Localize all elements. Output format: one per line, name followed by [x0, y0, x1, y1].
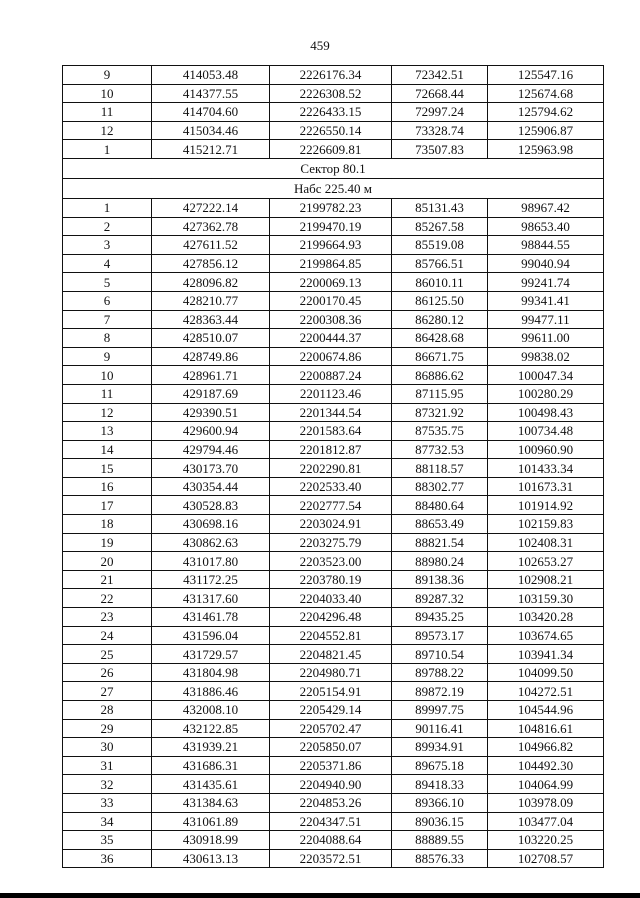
table-row: [63, 793, 604, 812]
table-cell: 87321.92: [392, 403, 488, 422]
table-cell: 15: [63, 459, 152, 478]
table-cell: 429187.69: [152, 384, 270, 403]
table-row: [63, 198, 604, 217]
table-cell: 87732.53: [392, 440, 488, 459]
table-cell: 31: [63, 756, 152, 775]
table-row: [63, 217, 604, 236]
coordinates-table: [62, 65, 604, 868]
table-cell: 89872.19: [392, 682, 488, 701]
table-cell: 16: [63, 477, 152, 496]
table-cell: 35: [63, 831, 152, 850]
table-cell: 23: [63, 608, 152, 627]
table-cell: 99040.94: [488, 254, 604, 273]
table-cell: 29: [63, 719, 152, 738]
table-cell: 14: [63, 440, 152, 459]
table-cell: 85519.08: [392, 236, 488, 255]
table-row: [63, 254, 604, 273]
table-row: [63, 533, 604, 552]
table-cell: 28: [63, 701, 152, 720]
table-row: [63, 552, 604, 571]
table-cell: 432122.85: [152, 719, 270, 738]
table-cell: 100960.90: [488, 440, 604, 459]
table-cell: 430918.99: [152, 831, 270, 850]
table-cell: 25: [63, 645, 152, 664]
table-cell: 431804.98: [152, 663, 270, 682]
table-cell: 98844.55: [488, 236, 604, 255]
table-row: [63, 515, 604, 534]
table-cell: 7: [63, 310, 152, 329]
table-cell: 100047.34: [488, 366, 604, 385]
table-cell: 2204821.45: [270, 645, 392, 664]
table-row: [63, 84, 604, 103]
table-cell: 104816.61: [488, 719, 604, 738]
section-header-label: Набс 225.40 м: [63, 178, 604, 198]
table-cell: 27: [63, 682, 152, 701]
table-cell: 428510.07: [152, 329, 270, 348]
table-cell: 73507.83: [392, 140, 488, 159]
table-cell: 2226433.15: [270, 103, 392, 122]
table-cell: 428096.82: [152, 273, 270, 292]
table-cell: 431384.63: [152, 793, 270, 812]
table-cell: 86010.11: [392, 273, 488, 292]
table-cell: 430698.16: [152, 515, 270, 534]
table-cell: 5: [63, 273, 152, 292]
table-cell: 125794.62: [488, 103, 604, 122]
table-cell: 2200887.24: [270, 366, 392, 385]
table-row: [63, 422, 604, 441]
table-cell: 85131.43: [392, 198, 488, 217]
table-cell: 431939.21: [152, 738, 270, 757]
coordinates-table-body: [63, 66, 604, 868]
table-cell: 100498.43: [488, 403, 604, 422]
table-cell: 428749.86: [152, 347, 270, 366]
table-cell: 32: [63, 775, 152, 794]
table-cell: 26: [63, 663, 152, 682]
table-cell: 89435.25: [392, 608, 488, 627]
table-row: [63, 273, 604, 292]
table-cell: 2205850.07: [270, 738, 392, 757]
table-cell: 12: [63, 403, 152, 422]
table-cell: 415034.46: [152, 121, 270, 140]
table-cell: 427222.14: [152, 198, 270, 217]
table-cell: 428961.71: [152, 366, 270, 385]
table-row: [63, 140, 604, 159]
table-cell: 88821.54: [392, 533, 488, 552]
table-cell: 1: [63, 198, 152, 217]
table-row: [63, 719, 604, 738]
table-cell: 34: [63, 812, 152, 831]
table-cell: 98653.40: [488, 217, 604, 236]
table-cell: 2203572.51: [270, 849, 392, 868]
table-cell: 4: [63, 254, 152, 273]
table-cell: 22: [63, 589, 152, 608]
table-row: [63, 366, 604, 385]
table-cell: 86280.12: [392, 310, 488, 329]
table-cell: 2201344.54: [270, 403, 392, 422]
table-cell: 11: [63, 384, 152, 403]
table-cell: 2199470.19: [270, 217, 392, 236]
table-cell: 2199864.85: [270, 254, 392, 273]
table-cell: 103941.34: [488, 645, 604, 664]
table-cell: 85267.58: [392, 217, 488, 236]
table-cell: 431061.89: [152, 812, 270, 831]
table-cell: 428210.77: [152, 291, 270, 310]
table-cell: 2205429.14: [270, 701, 392, 720]
table-cell: 102708.57: [488, 849, 604, 868]
table-row: [63, 701, 604, 720]
table-cell: 86428.68: [392, 329, 488, 348]
table-cell: 89788.22: [392, 663, 488, 682]
table-cell: 2205154.91: [270, 682, 392, 701]
table-cell: 427611.52: [152, 236, 270, 255]
table-cell: 430354.44: [152, 477, 270, 496]
table-row: [63, 403, 604, 422]
table-cell: 99241.74: [488, 273, 604, 292]
table-row: [63, 608, 604, 627]
table-cell: 430528.83: [152, 496, 270, 515]
table-cell: 2204088.64: [270, 831, 392, 850]
table-cell: 2200674.86: [270, 347, 392, 366]
table-cell: 72668.44: [392, 84, 488, 103]
table-cell: 2204940.90: [270, 775, 392, 794]
table-cell: 89675.18: [392, 756, 488, 775]
table-cell: 104272.51: [488, 682, 604, 701]
table-cell: 88302.77: [392, 477, 488, 496]
table-row: [63, 459, 604, 478]
table-row: [63, 570, 604, 589]
table-cell: 21: [63, 570, 152, 589]
table-cell: 2203024.91: [270, 515, 392, 534]
table-row: [63, 236, 604, 255]
table-cell: 87115.95: [392, 384, 488, 403]
table-row: [63, 775, 604, 794]
table-cell: 431172.25: [152, 570, 270, 589]
table-cell: 89934.91: [392, 738, 488, 757]
table-cell: 17: [63, 496, 152, 515]
table-cell: 85766.51: [392, 254, 488, 273]
table-cell: 89287.32: [392, 589, 488, 608]
table-row: [63, 812, 604, 831]
table-cell: 2226609.81: [270, 140, 392, 159]
table-cell: 414377.55: [152, 84, 270, 103]
table-cell: 102408.31: [488, 533, 604, 552]
table-cell: 103420.28: [488, 608, 604, 627]
table-cell: 89997.75: [392, 701, 488, 720]
table-cell: 89418.33: [392, 775, 488, 794]
table-cell: 88980.24: [392, 552, 488, 571]
table-cell: 2200444.37: [270, 329, 392, 348]
page-bottom-edge: [0, 893, 640, 898]
table-cell: 104064.99: [488, 775, 604, 794]
table-cell: 415212.71: [152, 140, 270, 159]
table-cell: 431886.46: [152, 682, 270, 701]
table-cell: 102159.83: [488, 515, 604, 534]
table-row: [63, 589, 604, 608]
table-cell: 89573.17: [392, 626, 488, 645]
table-cell: 87535.75: [392, 422, 488, 441]
table-cell: 103220.25: [488, 831, 604, 850]
table-cell: 3: [63, 236, 152, 255]
table-cell: 2204296.48: [270, 608, 392, 627]
table-row: [63, 477, 604, 496]
table-cell: 431435.61: [152, 775, 270, 794]
table-cell: 89710.54: [392, 645, 488, 664]
table-cell: 2226550.14: [270, 121, 392, 140]
table-cell: 99341.41: [488, 291, 604, 310]
table-row: [63, 103, 604, 122]
table-cell: 101673.31: [488, 477, 604, 496]
table-cell: 432008.10: [152, 701, 270, 720]
table-cell: 431596.04: [152, 626, 270, 645]
table-row: [63, 645, 604, 664]
section-header-row: [63, 178, 604, 198]
table-cell: 103159.30: [488, 589, 604, 608]
table-cell: 89036.15: [392, 812, 488, 831]
table-cell: 88118.57: [392, 459, 488, 478]
table-cell: 431461.78: [152, 608, 270, 627]
table-cell: 430173.70: [152, 459, 270, 478]
table-cell: 414053.48: [152, 66, 270, 85]
table-cell: 429390.51: [152, 403, 270, 422]
section-header-label: Сектор 80.1: [63, 158, 604, 178]
table-cell: 9: [63, 66, 152, 85]
table-cell: 86671.75: [392, 347, 488, 366]
table-row: [63, 310, 604, 329]
table-row: [63, 440, 604, 459]
table-cell: 98967.42: [488, 198, 604, 217]
table-cell: 2: [63, 217, 152, 236]
table-cell: 125963.98: [488, 140, 604, 159]
table-cell: 1: [63, 140, 152, 159]
table-row: [63, 682, 604, 701]
table-cell: 2205371.86: [270, 756, 392, 775]
table-row: [63, 756, 604, 775]
table-cell: 13: [63, 422, 152, 441]
table-cell: 33: [63, 793, 152, 812]
table-cell: 2204980.71: [270, 663, 392, 682]
section-header-row: [63, 158, 604, 178]
table-cell: 20: [63, 552, 152, 571]
table-cell: 431317.60: [152, 589, 270, 608]
table-cell: 427856.12: [152, 254, 270, 273]
table-row: [63, 384, 604, 403]
table-cell: 2226308.52: [270, 84, 392, 103]
table-cell: 2199782.23: [270, 198, 392, 217]
table-cell: 2201583.64: [270, 422, 392, 441]
table-cell: 2200308.36: [270, 310, 392, 329]
table-cell: 431686.31: [152, 756, 270, 775]
table-cell: 99477.11: [488, 310, 604, 329]
table-cell: 10: [63, 366, 152, 385]
table-cell: 10: [63, 84, 152, 103]
table-cell: 2202290.81: [270, 459, 392, 478]
table-cell: 429600.94: [152, 422, 270, 441]
table-row: [63, 121, 604, 140]
table-cell: 125906.87: [488, 121, 604, 140]
table-cell: 19: [63, 533, 152, 552]
table-cell: 430862.63: [152, 533, 270, 552]
table-cell: 2204853.26: [270, 793, 392, 812]
table-cell: 125547.16: [488, 66, 604, 85]
table-cell: 2203523.00: [270, 552, 392, 571]
table-cell: 104492.30: [488, 756, 604, 775]
table-row: [63, 849, 604, 868]
table-cell: 2226176.34: [270, 66, 392, 85]
table-cell: 11: [63, 103, 152, 122]
table-cell: 104544.96: [488, 701, 604, 720]
table-cell: 30: [63, 738, 152, 757]
table-cell: 100734.48: [488, 422, 604, 441]
table-cell: 2204552.81: [270, 626, 392, 645]
table-cell: 2203275.79: [270, 533, 392, 552]
table-cell: 89366.10: [392, 793, 488, 812]
table-row: [63, 66, 604, 85]
table-cell: 90116.41: [392, 719, 488, 738]
table-cell: 88653.49: [392, 515, 488, 534]
table-cell: 431729.57: [152, 645, 270, 664]
table-cell: 36: [63, 849, 152, 868]
table-cell: 429794.46: [152, 440, 270, 459]
table-cell: 9: [63, 347, 152, 366]
table-cell: 18: [63, 515, 152, 534]
table-row: [63, 738, 604, 757]
table-row: [63, 496, 604, 515]
table-cell: 104099.50: [488, 663, 604, 682]
table-cell: 99611.00: [488, 329, 604, 348]
table-cell: 88480.64: [392, 496, 488, 515]
table-cell: 430613.13: [152, 849, 270, 868]
table-cell: 73328.74: [392, 121, 488, 140]
table-cell: 103978.09: [488, 793, 604, 812]
table-cell: 2203780.19: [270, 570, 392, 589]
table-cell: 427362.78: [152, 217, 270, 236]
table-cell: 6: [63, 291, 152, 310]
table-cell: 101914.92: [488, 496, 604, 515]
table-cell: 88576.33: [392, 849, 488, 868]
table-row: [63, 329, 604, 348]
table-cell: 2200069.13: [270, 273, 392, 292]
page-number: 459: [310, 38, 330, 53]
table-cell: 101433.34: [488, 459, 604, 478]
table-row: [63, 626, 604, 645]
table-cell: 24: [63, 626, 152, 645]
table-cell: 104966.82: [488, 738, 604, 757]
table-cell: 88889.55: [392, 831, 488, 850]
table-cell: 431017.80: [152, 552, 270, 571]
table-cell: 2204347.51: [270, 812, 392, 831]
table-cell: 72997.24: [392, 103, 488, 122]
table-cell: 12: [63, 121, 152, 140]
table-cell: 102653.27: [488, 552, 604, 571]
table-row: [63, 291, 604, 310]
table-cell: 2201812.87: [270, 440, 392, 459]
table-cell: 2205702.47: [270, 719, 392, 738]
table-cell: 100280.29: [488, 384, 604, 403]
table-cell: 2202777.54: [270, 496, 392, 515]
table-cell: 2199664.93: [270, 236, 392, 255]
table-cell: 86125.50: [392, 291, 488, 310]
table-cell: 99838.02: [488, 347, 604, 366]
table-row: [63, 663, 604, 682]
table-cell: 89138.36: [392, 570, 488, 589]
table-cell: 428363.44: [152, 310, 270, 329]
table-cell: 72342.51: [392, 66, 488, 85]
table-cell: 2202533.40: [270, 477, 392, 496]
table-cell: 2200170.45: [270, 291, 392, 310]
table-cell: 2201123.46: [270, 384, 392, 403]
table-cell: 103674.65: [488, 626, 604, 645]
table-cell: 125674.68: [488, 84, 604, 103]
table-cell: 102908.21: [488, 570, 604, 589]
table-row: [63, 831, 604, 850]
table-row: [63, 347, 604, 366]
table-cell: 2204033.40: [270, 589, 392, 608]
table-cell: 86886.62: [392, 366, 488, 385]
table-cell: 103477.04: [488, 812, 604, 831]
table-cell: 414704.60: [152, 103, 270, 122]
table-cell: 8: [63, 329, 152, 348]
